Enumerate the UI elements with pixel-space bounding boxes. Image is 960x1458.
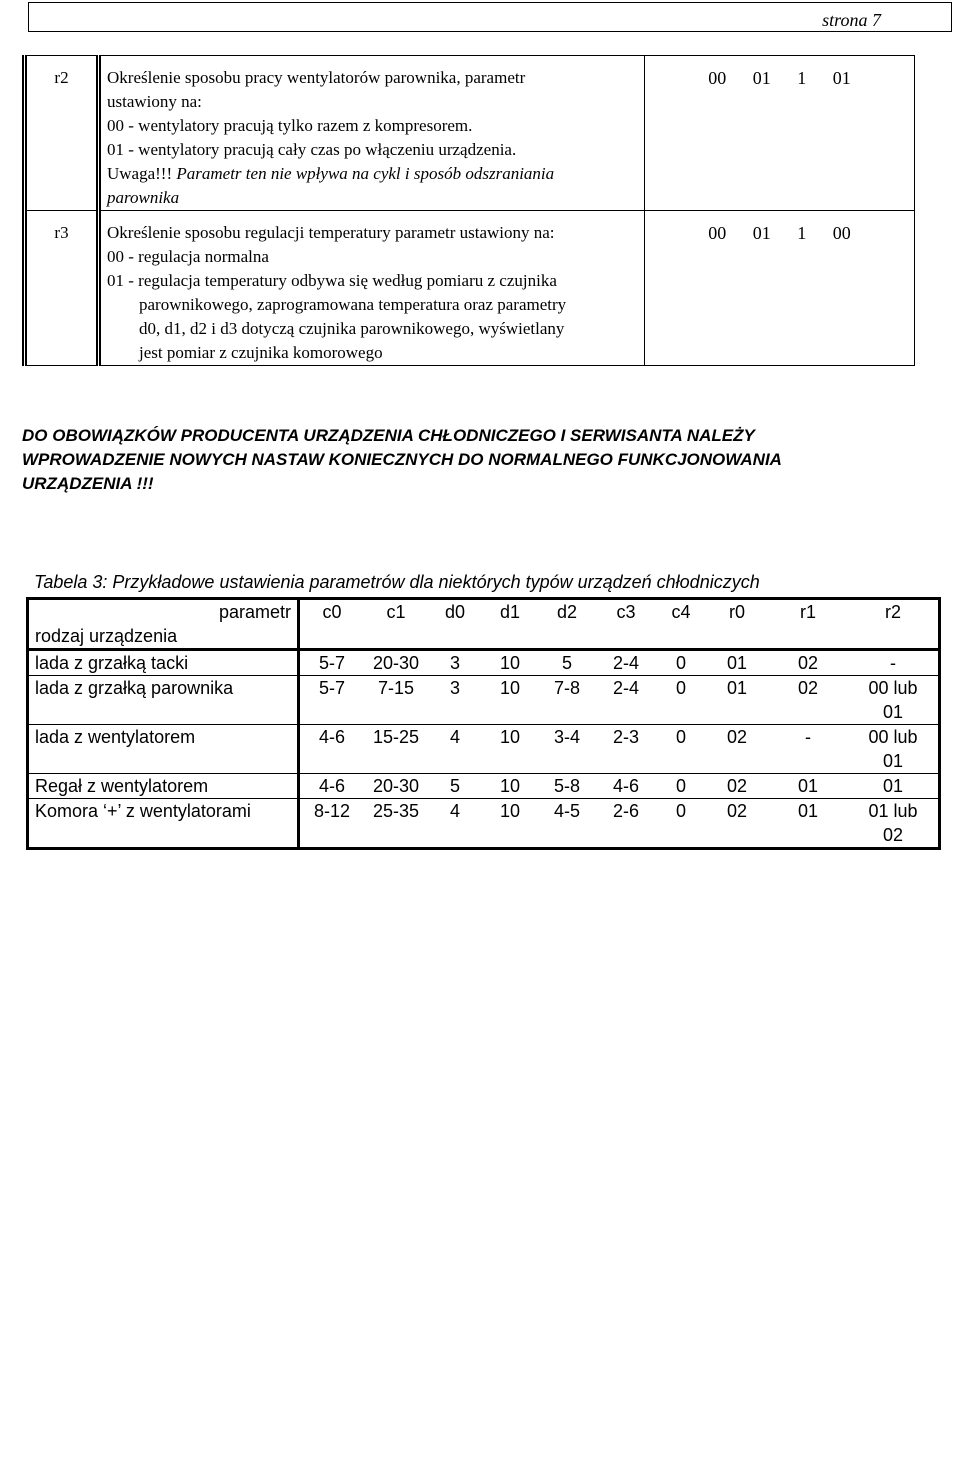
value-cell: 5-8 <box>538 774 596 799</box>
table-row <box>28 774 940 799</box>
value-cell: 3-4 <box>538 725 596 774</box>
value-cell: 10 <box>482 799 538 849</box>
value-cell: 10 <box>482 725 538 774</box>
desc-line: 00 - wentylatory pracują tylko razem z kompresorem. <box>107 116 473 135</box>
value-cell: 4 <box>428 725 482 774</box>
value-cell: 4-6 <box>596 774 656 799</box>
note-text-continued: parownika <box>107 188 180 207</box>
column-header: r0 <box>706 599 768 650</box>
page-header-box <box>28 2 952 32</box>
param-row-r3 <box>25 211 915 366</box>
value-cell <box>848 676 940 725</box>
column-header: c3 <box>596 599 656 650</box>
column-header: r2 <box>848 599 940 650</box>
param-values: 00 01 1 01 <box>645 56 915 211</box>
value-cell: 10 <box>482 774 538 799</box>
value-cell: 01 <box>768 799 848 849</box>
desc-line: 01 - regulacja temperatury odbywa się według pomiaru z czujnika <box>107 271 557 290</box>
value-cell: 5 <box>428 774 482 799</box>
value-cell: 4 <box>428 799 482 849</box>
value-cell: 5-7 <box>299 650 365 676</box>
value-cell: 01 <box>706 650 768 676</box>
desc-line: Określenie sposobu regulacji temperatury parametr ustawiony na: <box>107 223 555 242</box>
value-cell: 5-7 <box>299 676 365 725</box>
value-cell: 01 <box>848 774 940 799</box>
parameter-table <box>22 55 915 366</box>
desc-line-indented: parownikowego, zaprogramowana temperatura oraz parametry <box>139 295 567 314</box>
column-header: d2 <box>538 599 596 650</box>
value-cell: 25-35 <box>364 799 428 849</box>
value-cell: 20-30 <box>364 774 428 799</box>
value-cell: 0 <box>656 725 706 774</box>
value-cell: 0 <box>656 774 706 799</box>
value-line: 00 lub <box>868 727 918 747</box>
warning-line: WPROWADZENIE NOWYCH NASTAW KONIECZNYCH DO NORMALNEGO FUNKCJONOWANIA <box>22 450 782 469</box>
desc-line: 00 - regulacja normalna <box>107 247 269 266</box>
table-row <box>28 676 940 725</box>
value-cell: 2-6 <box>596 799 656 849</box>
corner-header-cell <box>28 599 299 650</box>
table-row <box>28 799 940 849</box>
table-caption: Tabela 3: Przykładowe ustawienia parametrów dla niektórych typów urządzeń chłodniczych <box>34 572 760 592</box>
value-cell: 3 <box>428 650 482 676</box>
column-header: d1 <box>482 599 538 650</box>
param-description <box>99 211 645 366</box>
value-cell <box>848 725 940 774</box>
value-cell: 7-8 <box>538 676 596 725</box>
device-type-cell: Regał z wentylatorem <box>28 774 299 799</box>
param-code: r3 <box>25 211 99 366</box>
value-line: 01 <box>882 702 904 722</box>
value-line: 02 <box>882 825 904 845</box>
desc-line: 01 - wentylatory pracują cały czas po włączeniu urządzenia. <box>107 140 517 159</box>
param-description <box>99 56 645 211</box>
value-cell: - <box>768 725 848 774</box>
column-header: c4 <box>656 599 706 650</box>
value-cell: 7-15 <box>364 676 428 725</box>
value-cell: 02 <box>706 725 768 774</box>
device-type-cell: lada z wentylatorem <box>28 725 299 774</box>
value-cell: 2-4 <box>596 650 656 676</box>
value-cell: 02 <box>706 774 768 799</box>
value-cell: 02 <box>768 650 848 676</box>
desc-line-indented: jest pomiar z czujnika komorowego <box>139 343 383 362</box>
warning-line: DO OBOWIĄZKÓW PRODUCENTA URZĄDZENIA CHŁODNICZEGO I SERWISANTA NALEŻY <box>22 426 755 445</box>
value-line: 00 lub <box>868 678 918 698</box>
value-cell: 3 <box>428 676 482 725</box>
value-cell: 0 <box>656 799 706 849</box>
note-label: Uwaga!!! <box>107 164 173 183</box>
param-row-r2 <box>25 56 915 211</box>
column-header: d0 <box>428 599 482 650</box>
column-header: c0 <box>299 599 365 650</box>
value-cell: 02 <box>768 676 848 725</box>
value-cell: - <box>848 650 940 676</box>
value-line: 01 lub <box>868 801 918 821</box>
value-cell: 2-4 <box>596 676 656 725</box>
value-cell: 5 <box>538 650 596 676</box>
value-cell: 0 <box>656 650 706 676</box>
example-settings-table <box>26 597 941 850</box>
value-cell: 01 <box>706 676 768 725</box>
table-header-row <box>28 599 940 650</box>
corner-header-parameter: parametr <box>218 602 291 622</box>
value-cell: 0 <box>656 676 706 725</box>
value-cell: 8-12 <box>299 799 365 849</box>
value-cell: 2-3 <box>596 725 656 774</box>
value-cell: 02 <box>706 799 768 849</box>
column-header: c1 <box>364 599 428 650</box>
device-type-cell: Komora ‘+’ z wentylatorami <box>28 799 299 849</box>
value-cell: 4-5 <box>538 799 596 849</box>
corner-header-device-type: rodzaj urządzenia <box>35 626 178 646</box>
warning-line: URZĄDZENIA !!! <box>22 474 154 493</box>
table-row <box>28 725 940 774</box>
desc-line: Określenie sposobu pracy wentylatorów parownika, parametr <box>107 68 526 87</box>
desc-line: ustawiony na: <box>107 92 202 111</box>
table-row <box>28 650 940 676</box>
desc-note <box>107 162 640 186</box>
value-cell: 4-6 <box>299 725 365 774</box>
value-cell <box>848 799 940 849</box>
param-values: 00 01 1 00 <box>645 211 915 366</box>
device-type-cell: lada z grzałką tacki <box>28 650 299 676</box>
value-cell: 01 <box>768 774 848 799</box>
note-text: Parametr ten nie wpływa na cykl i sposób odszraniania <box>172 164 555 183</box>
value-cell: 20-30 <box>364 650 428 676</box>
value-cell: 4-6 <box>299 774 365 799</box>
value-cell: 10 <box>482 676 538 725</box>
value-line: 01 <box>882 751 904 771</box>
value-cell: 10 <box>482 650 538 676</box>
value-cell: 15-25 <box>364 725 428 774</box>
column-header: r1 <box>768 599 848 650</box>
desc-line-indented: d0, d1, d2 i d3 dotyczą czujnika parownikowego, wyświetlany <box>139 319 565 338</box>
producer-warning <box>22 424 957 496</box>
page-number: strona 7 <box>822 10 881 30</box>
device-type-cell: lada z grzałką parownika <box>28 676 299 725</box>
param-code: r2 <box>25 56 99 211</box>
